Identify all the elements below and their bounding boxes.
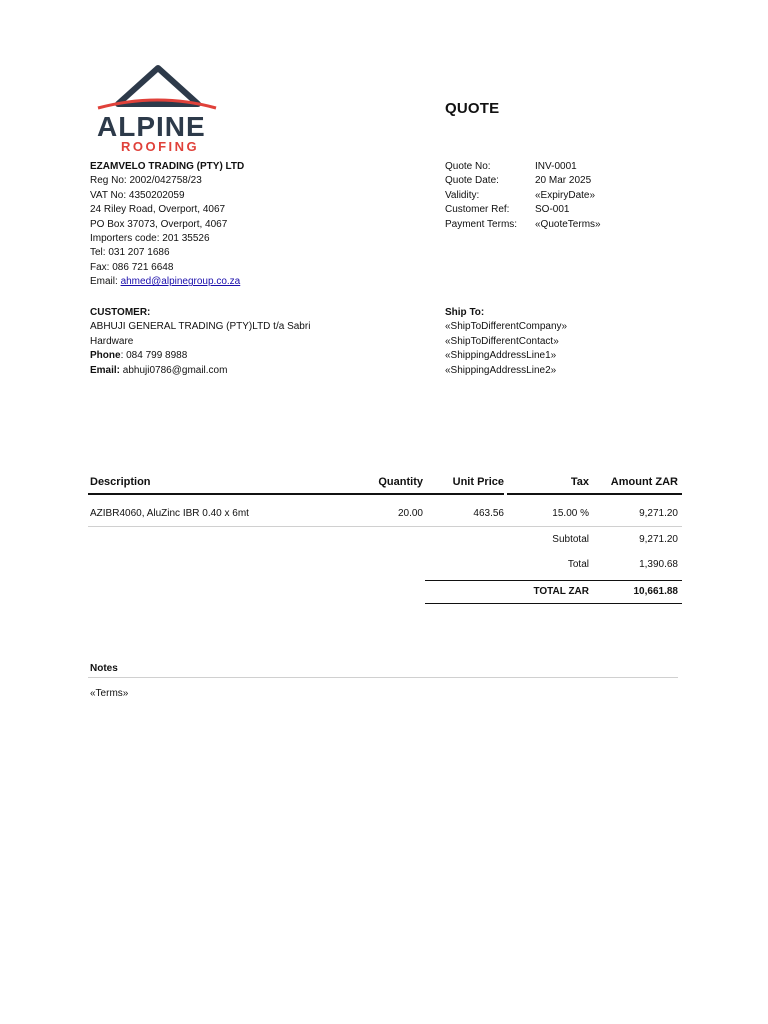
grand-total-top-rule [425, 580, 682, 581]
line-items-header [88, 474, 682, 494]
ship-to-line: «ShipToDifferentCompany» [445, 321, 568, 333]
row-description: AZIBR4060, AluZinc IBR 0.40 x 6mt [90, 508, 249, 519]
company-logo [94, 64, 220, 154]
total-label: Total [567, 559, 589, 570]
customer-name-line-2: Hardware [90, 335, 134, 347]
row-quantity: 20.00 [397, 508, 423, 519]
meta-value: INV-0001 [535, 161, 577, 172]
notes-terms: «Terms» [90, 688, 129, 699]
customer-email-label: Email: [90, 364, 121, 376]
ship-to-block [445, 306, 567, 378]
document-title: QUOTE [445, 100, 500, 117]
total-row [425, 559, 682, 575]
company-name: EZAMVELO TRADING (PTY) LTD [90, 161, 245, 172]
company-vat: VAT No: 4350202059 [90, 189, 185, 201]
meta-row-payment-terms [445, 218, 601, 232]
grand-total-bottom-rule [425, 603, 682, 604]
row-amount: 9,271.20 [639, 508, 678, 519]
company-reg: Reg No: 2002/042758/23 [90, 175, 202, 187]
company-email-label: Email: [90, 276, 121, 288]
subtotal-row [425, 534, 682, 550]
grand-total-label: TOTAL ZAR [533, 586, 589, 597]
subtotal-label: Subtotal [552, 534, 589, 545]
meta-value: SO-001 [535, 204, 570, 216]
customer-phone: : 084 799 8988 [120, 350, 188, 362]
company-importers-code: Importers code: 201 35526 [90, 233, 210, 245]
meta-row-quote-no [445, 160, 601, 174]
customer-phone-row [90, 349, 310, 363]
meta-label: Customer Ref: [445, 204, 510, 216]
col-header-amount: Amount ZAR [610, 476, 678, 488]
meta-label: Quote Date: [445, 175, 499, 187]
customer-email: abhuji0786@gmail.com [120, 364, 228, 376]
company-address-1: 24 Riley Road, Overport, 4067 [90, 204, 226, 216]
customer-phone-label: Phone [90, 350, 121, 362]
customer-heading: CUSTOMER: [90, 307, 151, 318]
col-header-description: Description [90, 476, 151, 488]
quote-meta [445, 160, 601, 232]
company-fax: Fax: 086 721 6648 [90, 261, 174, 273]
col-header-unit-price: Unit Price [452, 476, 504, 488]
svg-text:ROOFING: ROOFING [121, 139, 200, 154]
meta-value: «ExpiryDate» [535, 189, 596, 201]
ship-to-line: «ShippingAddressLine1» [445, 350, 557, 362]
ship-to-heading: Ship To: [445, 307, 485, 318]
svg-text:ALPINE: ALPINE [97, 111, 206, 142]
notes-heading: Notes [90, 663, 118, 674]
meta-label: Payment Terms: [445, 218, 518, 230]
meta-value: «QuoteTerms» [535, 218, 601, 230]
header-rule-right [507, 493, 682, 495]
company-address-2: PO Box 37073, Overport, 4067 [90, 218, 228, 230]
meta-row-quote-date [445, 174, 601, 188]
meta-row-validity [445, 189, 601, 203]
grand-total-row [425, 586, 682, 602]
customer-name-line-1: ABHUJI GENERAL TRADING (PTY)LTD t/a Sabri [90, 321, 311, 333]
col-header-tax: Tax [570, 476, 589, 488]
grand-total-value: 10,661.88 [633, 586, 678, 597]
customer-email-row [90, 364, 310, 378]
company-tel: Tel: 031 207 1686 [90, 247, 170, 259]
row-divider [88, 526, 682, 527]
meta-label: Quote No: [445, 161, 491, 172]
table-row [88, 508, 682, 524]
company-email-row [90, 275, 244, 289]
meta-row-customer-ref [445, 203, 601, 217]
header-rule-left [88, 493, 504, 495]
company-details [90, 160, 244, 290]
total-value: 1,390.68 [639, 559, 678, 570]
subtotal-value: 9,271.20 [639, 534, 678, 545]
customer-block [90, 306, 310, 378]
ship-to-line: «ShipToDifferentContact» [445, 335, 559, 347]
alpine-roof-logo-icon [94, 64, 220, 154]
ship-to-line: «ShippingAddressLine2» [445, 364, 557, 376]
row-unit-price: 463.56 [473, 508, 504, 519]
company-email-link[interactable]: ahmed@alpinegroup.co.za [120, 276, 241, 288]
row-tax: 15.00 % [552, 508, 589, 519]
meta-value: 20 Mar 2025 [535, 175, 592, 187]
meta-label: Validity: [445, 189, 480, 201]
col-header-quantity: Quantity [378, 476, 423, 488]
notes-divider [88, 677, 678, 678]
